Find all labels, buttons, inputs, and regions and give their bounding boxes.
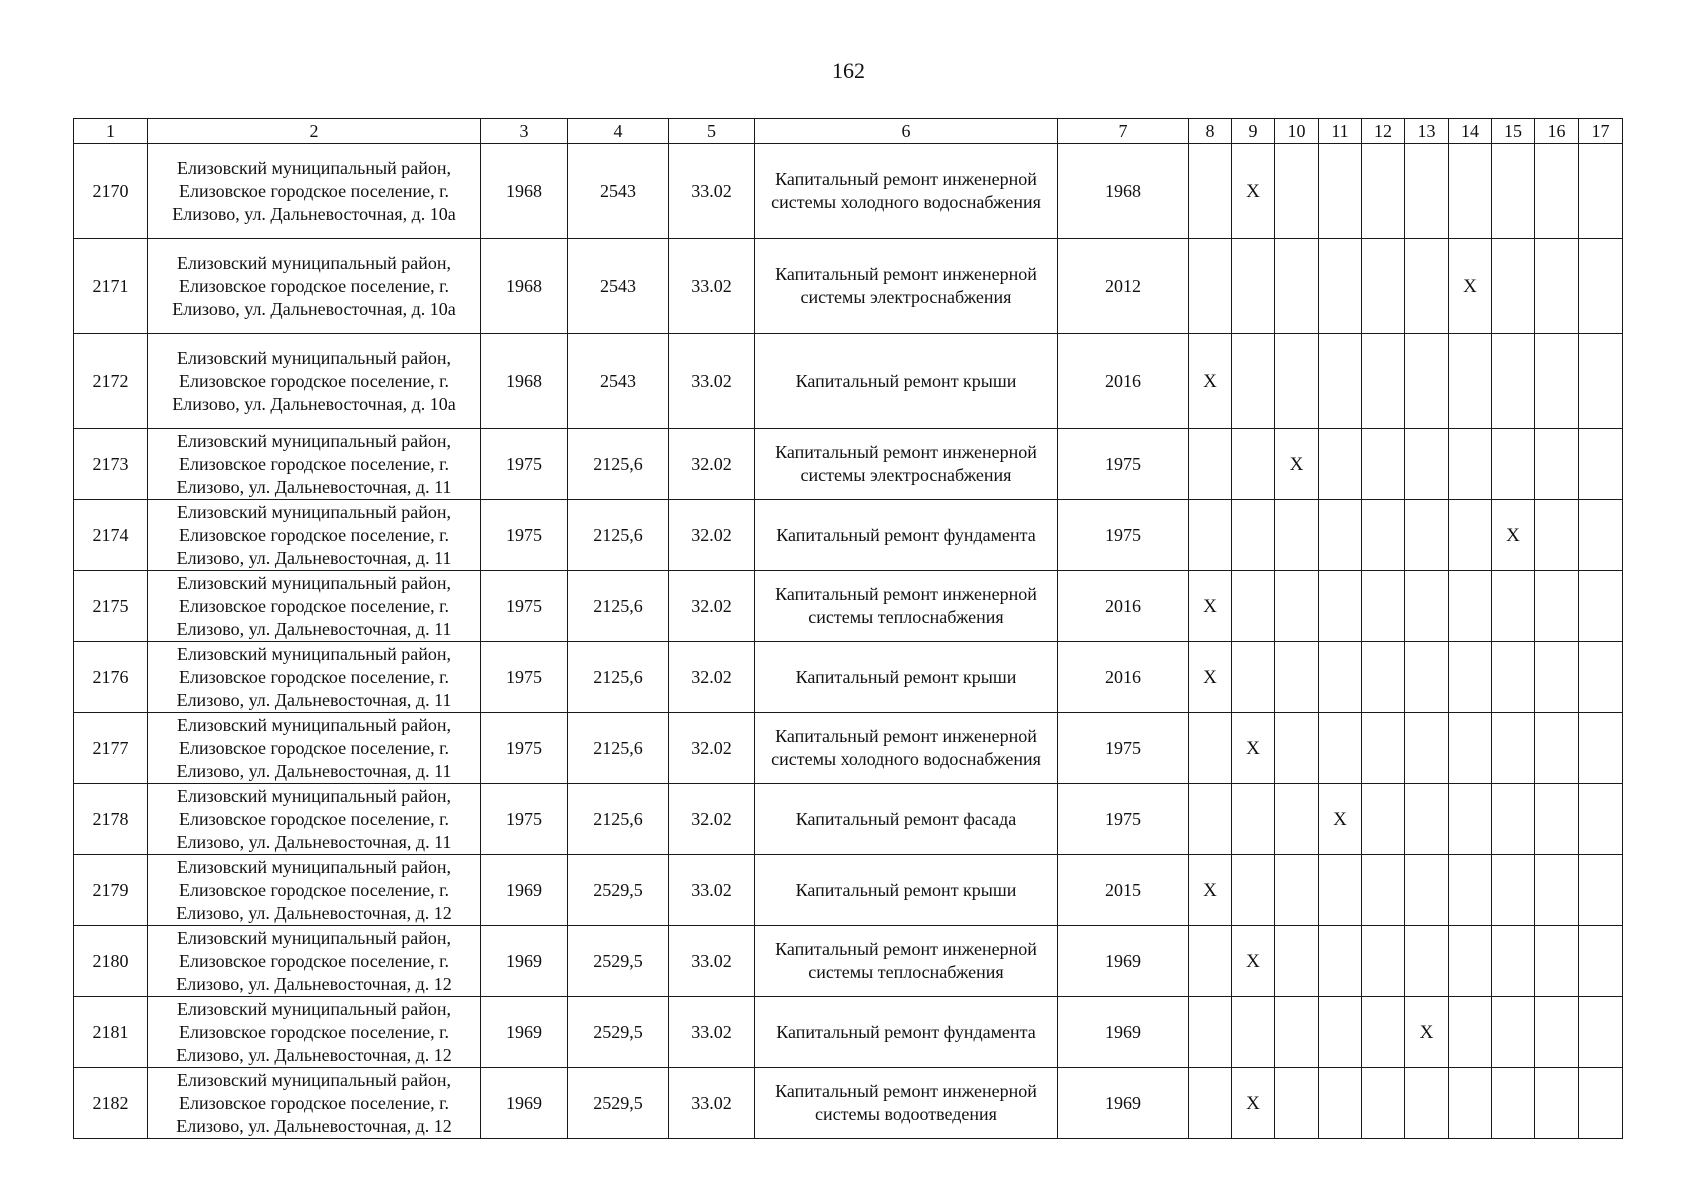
mark-cell-col-10 xyxy=(1275,571,1319,642)
column-header-1: 1 xyxy=(74,119,148,144)
work-type-cell: Капитальный ремонт фасада xyxy=(755,784,1058,855)
mark-cell-col-8 xyxy=(1189,997,1232,1068)
table-row xyxy=(74,713,1623,784)
mark-cell-col-10 xyxy=(1275,997,1319,1068)
code-cell: 32.02 xyxy=(669,784,755,855)
mark-cell-col-12 xyxy=(1362,926,1405,997)
mark-cell-col-16 xyxy=(1535,642,1579,713)
row-id-cell: 2178 xyxy=(74,784,148,855)
code-cell: 33.02 xyxy=(669,144,755,239)
year-built-cell: 1975 xyxy=(481,642,568,713)
mark-cell-col-15 xyxy=(1492,784,1535,855)
work-type-cell: Капитальный ремонт инженерной системы электроснабжения xyxy=(755,429,1058,500)
column-header-13: 13 xyxy=(1405,119,1449,144)
mark-cell-col-17 xyxy=(1579,926,1623,997)
mark-cell-col-8 xyxy=(1189,500,1232,571)
column-header-4: 4 xyxy=(568,119,669,144)
area-cell: 2125,6 xyxy=(568,429,669,500)
mark-cell-col-11 xyxy=(1319,855,1362,926)
mark-cell-col-17 xyxy=(1579,784,1623,855)
year-built-cell: 1975 xyxy=(481,571,568,642)
mark-cell-col-11 xyxy=(1319,334,1362,429)
row-id-cell: 2182 xyxy=(74,1068,148,1139)
year-cell: 1969 xyxy=(1058,997,1189,1068)
mark-cell-col-17 xyxy=(1579,500,1623,571)
column-header-8: 8 xyxy=(1189,119,1232,144)
mark-cell-col-13 xyxy=(1405,855,1449,926)
mark-cell-col-17 xyxy=(1579,239,1623,334)
year-built-cell: 1969 xyxy=(481,926,568,997)
year-built-cell: 1975 xyxy=(481,500,568,571)
mark-cell-col-8 xyxy=(1189,144,1232,239)
row-id-cell: 2181 xyxy=(74,997,148,1068)
code-cell: 33.02 xyxy=(669,239,755,334)
mark-cell-col-13 xyxy=(1405,642,1449,713)
row-id-cell: 2180 xyxy=(74,926,148,997)
mark-cell-col-14 xyxy=(1449,855,1492,926)
mark-cell-col-9 xyxy=(1232,784,1275,855)
mark-cell-col-14 xyxy=(1449,500,1492,571)
mark-cell-col-8 xyxy=(1189,1068,1232,1139)
column-header-3: 3 xyxy=(481,119,568,144)
mark-cell-col-15 xyxy=(1492,642,1535,713)
mark-cell-col-15 xyxy=(1492,334,1535,429)
mark-cell-col-12 xyxy=(1362,429,1405,500)
mark-cell-col-17 xyxy=(1579,429,1623,500)
mark-cell-col-13 xyxy=(1405,784,1449,855)
mark-cell-col-15 xyxy=(1492,926,1535,997)
mark-cell-col-15 xyxy=(1492,1068,1535,1139)
mark-cell-col-11 xyxy=(1319,1068,1362,1139)
area-cell: 2529,5 xyxy=(568,1068,669,1139)
mark-cell-col-11: X xyxy=(1319,784,1362,855)
mark-cell-col-11 xyxy=(1319,642,1362,713)
address-cell: Елизовский муниципальный район, Елизовское городское поселение, г. Елизово, ул. Дальневосточная, д. 11 xyxy=(148,429,481,500)
mark-cell-col-15 xyxy=(1492,855,1535,926)
table-row xyxy=(74,334,1623,429)
address-cell: Елизовский муниципальный район, Елизовское городское поселение, г. Елизово, ул. Дальневосточная, д. 11 xyxy=(148,642,481,713)
address-cell: Елизовский муниципальный район, Елизовское городское поселение, г. Елизово, ул. Дальневосточная, д. 10а xyxy=(148,239,481,334)
mark-cell-col-15 xyxy=(1492,429,1535,500)
mark-cell-col-9 xyxy=(1232,997,1275,1068)
mark-cell-col-9: X xyxy=(1232,713,1275,784)
mark-cell-col-11 xyxy=(1319,926,1362,997)
mark-cell-col-14 xyxy=(1449,334,1492,429)
address-cell: Елизовский муниципальный район, Елизовское городское поселение, г. Елизово, ул. Дальневосточная, д. 11 xyxy=(148,784,481,855)
address-cell: Елизовский муниципальный район, Елизовское городское поселение, г. Елизово, ул. Дальневосточная, д. 11 xyxy=(148,500,481,571)
column-number-header-row xyxy=(74,119,1623,144)
mark-cell-col-9: X xyxy=(1232,1068,1275,1139)
work-type-cell: Капитальный ремонт фундамента xyxy=(755,500,1058,571)
code-cell: 32.02 xyxy=(669,713,755,784)
column-header-15: 15 xyxy=(1492,119,1535,144)
work-type-cell: Капитальный ремонт инженерной системы холодного водоснабжения xyxy=(755,144,1058,239)
area-cell: 2125,6 xyxy=(568,784,669,855)
mark-cell-col-16 xyxy=(1535,1068,1579,1139)
mark-cell-col-11 xyxy=(1319,713,1362,784)
mark-cell-col-11 xyxy=(1319,997,1362,1068)
mark-cell-col-9 xyxy=(1232,429,1275,500)
mark-cell-col-14: X xyxy=(1449,239,1492,334)
area-cell: 2125,6 xyxy=(568,713,669,784)
year-built-cell: 1968 xyxy=(481,239,568,334)
year-cell: 2015 xyxy=(1058,855,1189,926)
year-built-cell: 1969 xyxy=(481,997,568,1068)
work-type-cell: Капитальный ремонт инженерной системы электроснабжения xyxy=(755,239,1058,334)
year-cell: 1975 xyxy=(1058,500,1189,571)
mark-cell-col-14 xyxy=(1449,784,1492,855)
code-cell: 33.02 xyxy=(669,334,755,429)
year-cell: 2016 xyxy=(1058,334,1189,429)
mark-cell-col-9 xyxy=(1232,334,1275,429)
mark-cell-col-10 xyxy=(1275,926,1319,997)
code-cell: 33.02 xyxy=(669,1068,755,1139)
mark-cell-col-15 xyxy=(1492,713,1535,784)
column-header-7: 7 xyxy=(1058,119,1189,144)
mark-cell-col-10 xyxy=(1275,144,1319,239)
mark-cell-col-12 xyxy=(1362,1068,1405,1139)
mark-cell-col-10 xyxy=(1275,784,1319,855)
mark-cell-col-16 xyxy=(1535,997,1579,1068)
work-type-cell: Капитальный ремонт инженерной системы теплоснабжения xyxy=(755,926,1058,997)
mark-cell-col-9 xyxy=(1232,642,1275,713)
mark-cell-col-11 xyxy=(1319,429,1362,500)
table-row xyxy=(74,855,1623,926)
mark-cell-col-8: X xyxy=(1189,571,1232,642)
work-type-cell: Капитальный ремонт инженерной системы водоотведения xyxy=(755,1068,1058,1139)
mark-cell-col-14 xyxy=(1449,713,1492,784)
address-cell: Елизовский муниципальный район, Елизовское городское поселение, г. Елизово, ул. Дальневосточная, д. 10а xyxy=(148,334,481,429)
mark-cell-col-8 xyxy=(1189,239,1232,334)
mark-cell-col-8 xyxy=(1189,926,1232,997)
mark-cell-col-16 xyxy=(1535,571,1579,642)
area-cell: 2125,6 xyxy=(568,571,669,642)
column-header-10: 10 xyxy=(1275,119,1319,144)
mark-cell-col-10 xyxy=(1275,334,1319,429)
mark-cell-col-12 xyxy=(1362,713,1405,784)
mark-cell-col-13 xyxy=(1405,713,1449,784)
mark-cell-col-13 xyxy=(1405,429,1449,500)
mark-cell-col-16 xyxy=(1535,144,1579,239)
address-cell: Елизовский муниципальный район, Елизовское городское поселение, г. Елизово, ул. Дальневосточная, д. 12 xyxy=(148,1068,481,1139)
area-cell: 2543 xyxy=(568,239,669,334)
mark-cell-col-17 xyxy=(1579,571,1623,642)
year-built-cell: 1968 xyxy=(481,144,568,239)
mark-cell-col-10 xyxy=(1275,500,1319,571)
mark-cell-col-13 xyxy=(1405,926,1449,997)
code-cell: 33.02 xyxy=(669,997,755,1068)
work-type-cell: Капитальный ремонт крыши xyxy=(755,334,1058,429)
area-cell: 2543 xyxy=(568,144,669,239)
mark-cell-col-17 xyxy=(1579,713,1623,784)
column-header-2: 2 xyxy=(148,119,481,144)
mark-cell-col-15 xyxy=(1492,571,1535,642)
mark-cell-col-10 xyxy=(1275,713,1319,784)
year-cell: 2016 xyxy=(1058,571,1189,642)
table-row xyxy=(74,429,1623,500)
year-built-cell: 1975 xyxy=(481,429,568,500)
area-cell: 2529,5 xyxy=(568,997,669,1068)
year-cell: 1975 xyxy=(1058,713,1189,784)
column-header-17: 17 xyxy=(1579,119,1623,144)
mark-cell-col-8 xyxy=(1189,713,1232,784)
mark-cell-col-14 xyxy=(1449,571,1492,642)
mark-cell-col-12 xyxy=(1362,997,1405,1068)
work-type-cell: Капитальный ремонт инженерной системы холодного водоснабжения xyxy=(755,713,1058,784)
row-id-cell: 2179 xyxy=(74,855,148,926)
mark-cell-col-13 xyxy=(1405,144,1449,239)
year-built-cell: 1975 xyxy=(481,784,568,855)
table-row xyxy=(74,144,1623,239)
capital-repair-table xyxy=(73,118,1623,1139)
column-header-12: 12 xyxy=(1362,119,1405,144)
mark-cell-col-14 xyxy=(1449,1068,1492,1139)
mark-cell-col-12 xyxy=(1362,571,1405,642)
year-built-cell: 1975 xyxy=(481,713,568,784)
page-number: 162 xyxy=(832,58,865,83)
mark-cell-col-11 xyxy=(1319,500,1362,571)
mark-cell-col-12 xyxy=(1362,500,1405,571)
mark-cell-col-9 xyxy=(1232,239,1275,334)
mark-cell-col-9: X xyxy=(1232,144,1275,239)
mark-cell-col-8: X xyxy=(1189,642,1232,713)
mark-cell-col-15 xyxy=(1492,239,1535,334)
code-cell: 32.02 xyxy=(669,642,755,713)
work-type-cell: Капитальный ремонт крыши xyxy=(755,855,1058,926)
year-cell: 1975 xyxy=(1058,429,1189,500)
row-id-cell: 2173 xyxy=(74,429,148,500)
address-cell: Елизовский муниципальный район, Елизовское городское поселение, г. Елизово, ул. Дальневосточная, д. 12 xyxy=(148,855,481,926)
mark-cell-col-13 xyxy=(1405,571,1449,642)
mark-cell-col-11 xyxy=(1319,239,1362,334)
mark-cell-col-16 xyxy=(1535,239,1579,334)
mark-cell-col-17 xyxy=(1579,334,1623,429)
mark-cell-col-15 xyxy=(1492,997,1535,1068)
mark-cell-col-9: X xyxy=(1232,926,1275,997)
address-cell: Елизовский муниципальный район, Елизовское городское поселение, г. Елизово, ул. Дальневосточная, д. 11 xyxy=(148,571,481,642)
mark-cell-col-12 xyxy=(1362,642,1405,713)
year-built-cell: 1968 xyxy=(481,334,568,429)
column-header-14: 14 xyxy=(1449,119,1492,144)
year-built-cell: 1969 xyxy=(481,1068,568,1139)
mark-cell-col-14 xyxy=(1449,144,1492,239)
mark-cell-col-10 xyxy=(1275,1068,1319,1139)
area-cell: 2529,5 xyxy=(568,926,669,997)
mark-cell-col-10: X xyxy=(1275,429,1319,500)
column-header-5: 5 xyxy=(669,119,755,144)
year-cell: 1968 xyxy=(1058,144,1189,239)
mark-cell-col-16 xyxy=(1535,500,1579,571)
mark-cell-col-16 xyxy=(1535,334,1579,429)
column-header-9: 9 xyxy=(1232,119,1275,144)
address-cell: Елизовский муниципальный район, Елизовское городское поселение, г. Елизово, ул. Дальневосточная, д. 12 xyxy=(148,997,481,1068)
code-cell: 33.02 xyxy=(669,926,755,997)
year-cell: 1975 xyxy=(1058,784,1189,855)
table-row xyxy=(74,571,1623,642)
mark-cell-col-16 xyxy=(1535,429,1579,500)
table-body xyxy=(74,144,1623,1139)
mark-cell-col-12 xyxy=(1362,239,1405,334)
mark-cell-col-9 xyxy=(1232,571,1275,642)
row-id-cell: 2171 xyxy=(74,239,148,334)
mark-cell-col-17 xyxy=(1579,1068,1623,1139)
mark-cell-col-14 xyxy=(1449,997,1492,1068)
mark-cell-col-16 xyxy=(1535,713,1579,784)
mark-cell-col-9 xyxy=(1232,500,1275,571)
address-cell: Елизовский муниципальный район, Елизовское городское поселение, г. Елизово, ул. Дальневосточная, д. 12 xyxy=(148,926,481,997)
mark-cell-col-17 xyxy=(1579,144,1623,239)
row-id-cell: 2176 xyxy=(74,642,148,713)
area-cell: 2125,6 xyxy=(568,500,669,571)
area-cell: 2543 xyxy=(568,334,669,429)
code-cell: 32.02 xyxy=(669,571,755,642)
table-row xyxy=(74,926,1623,997)
mark-cell-col-8: X xyxy=(1189,334,1232,429)
table-row xyxy=(74,1068,1623,1139)
year-cell: 2012 xyxy=(1058,239,1189,334)
row-id-cell: 2177 xyxy=(74,713,148,784)
year-cell: 1969 xyxy=(1058,1068,1189,1139)
mark-cell-col-10 xyxy=(1275,642,1319,713)
column-header-11: 11 xyxy=(1319,119,1362,144)
column-header-16: 16 xyxy=(1535,119,1579,144)
mark-cell-col-15: X xyxy=(1492,500,1535,571)
area-cell: 2529,5 xyxy=(568,855,669,926)
mark-cell-col-15 xyxy=(1492,144,1535,239)
row-id-cell: 2170 xyxy=(74,144,148,239)
mark-cell-col-17 xyxy=(1579,642,1623,713)
mark-cell-col-14 xyxy=(1449,429,1492,500)
mark-cell-col-16 xyxy=(1535,926,1579,997)
mark-cell-col-10 xyxy=(1275,855,1319,926)
table-row xyxy=(74,784,1623,855)
mark-cell-col-16 xyxy=(1535,855,1579,926)
mark-cell-col-12 xyxy=(1362,855,1405,926)
year-cell: 2016 xyxy=(1058,642,1189,713)
table-row xyxy=(74,642,1623,713)
mark-cell-col-13 xyxy=(1405,500,1449,571)
mark-cell-col-13 xyxy=(1405,239,1449,334)
table-row xyxy=(74,997,1623,1068)
mark-cell-col-14 xyxy=(1449,926,1492,997)
mark-cell-col-13: X xyxy=(1405,997,1449,1068)
mark-cell-col-10 xyxy=(1275,239,1319,334)
address-cell: Елизовский муниципальный район, Елизовское городское поселение, г. Елизово, ул. Дальневосточная, д. 10а xyxy=(148,144,481,239)
mark-cell-col-12 xyxy=(1362,334,1405,429)
mark-cell-col-16 xyxy=(1535,784,1579,855)
mark-cell-col-12 xyxy=(1362,784,1405,855)
work-type-cell: Капитальный ремонт инженерной системы теплоснабжения xyxy=(755,571,1058,642)
row-id-cell: 2175 xyxy=(74,571,148,642)
mark-cell-col-14 xyxy=(1449,642,1492,713)
code-cell: 33.02 xyxy=(669,855,755,926)
year-cell: 1969 xyxy=(1058,926,1189,997)
mark-cell-col-13 xyxy=(1405,1068,1449,1139)
mark-cell-col-11 xyxy=(1319,144,1362,239)
mark-cell-col-17 xyxy=(1579,997,1623,1068)
column-header-6: 6 xyxy=(755,119,1058,144)
row-id-cell: 2174 xyxy=(74,500,148,571)
mark-cell-col-11 xyxy=(1319,571,1362,642)
code-cell: 32.02 xyxy=(669,429,755,500)
mark-cell-col-8: X xyxy=(1189,855,1232,926)
mark-cell-col-12 xyxy=(1362,144,1405,239)
address-cell: Елизовский муниципальный район, Елизовское городское поселение, г. Елизово, ул. Дальневосточная, д. 11 xyxy=(148,713,481,784)
mark-cell-col-9 xyxy=(1232,855,1275,926)
mark-cell-col-17 xyxy=(1579,855,1623,926)
mark-cell-col-8 xyxy=(1189,429,1232,500)
code-cell: 32.02 xyxy=(669,500,755,571)
year-built-cell: 1969 xyxy=(481,855,568,926)
area-cell: 2125,6 xyxy=(568,642,669,713)
table-row xyxy=(74,239,1623,334)
mark-cell-col-8 xyxy=(1189,784,1232,855)
table-row xyxy=(74,500,1623,571)
row-id-cell: 2172 xyxy=(74,334,148,429)
work-type-cell: Капитальный ремонт крыши xyxy=(755,642,1058,713)
work-type-cell: Капитальный ремонт фундамента xyxy=(755,997,1058,1068)
mark-cell-col-13 xyxy=(1405,334,1449,429)
